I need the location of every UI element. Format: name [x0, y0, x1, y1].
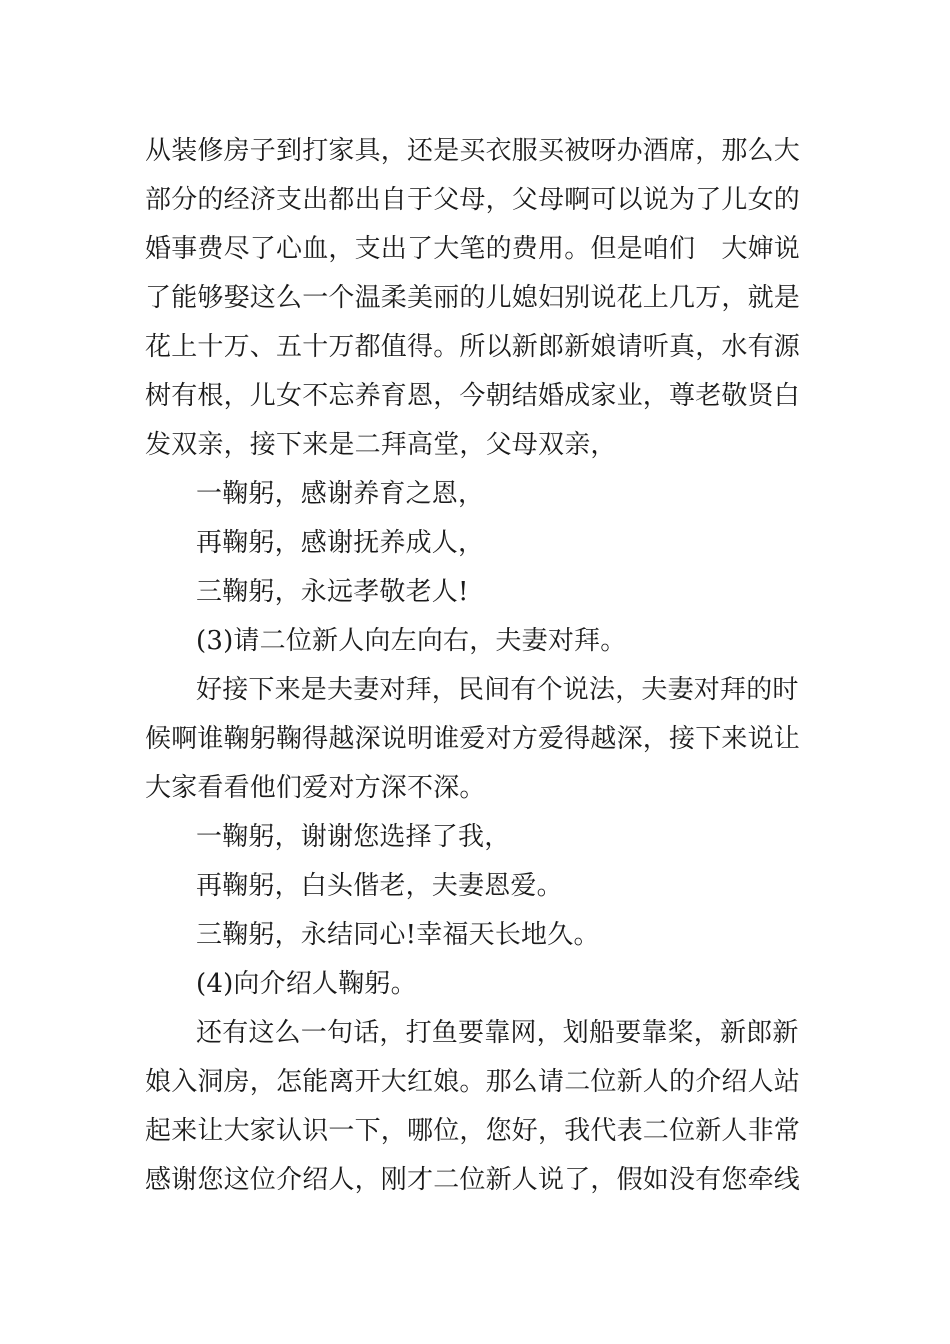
text-line: 三鞠躬，永远孝敬老人! — [196, 577, 469, 607]
body-text — [145, 127, 815, 1205]
text-line: 起来让大家认识一下，哪位，您好，我代表二位新人非常 — [145, 1116, 801, 1146]
text-line: 候啊谁鞠躬鞠得越深说明谁爱对方爱得越深，接下来说让 — [145, 724, 801, 754]
text-line: 部分的经济支出都出自于父母，父母啊可以说为了儿女的 — [145, 185, 801, 215]
text-line: 感谢您这位介绍人，刚才二位新人说了，假如没有您牵线 — [145, 1165, 801, 1195]
text-line: 再鞠躬，感谢抚养成人， — [196, 528, 485, 558]
text-line: 还有这么一句话，打鱼要靠网，划船要靠桨，新郎新 — [196, 1018, 799, 1048]
text-line: 了能够娶这么一个温柔美丽的儿媳妇别说花上几万，就是 — [145, 283, 801, 313]
text-line: 好接下来是夫妻对拜，民间有个说法，夫妻对拜的时 — [196, 675, 799, 705]
text-line: 一鞠躬，谢谢您选择了我， — [196, 822, 511, 852]
text-line: 树有根，儿女不忘养育恩，今朝结婚成家业，尊老敬贤白 — [145, 381, 801, 411]
text-line: 从装修房子到打家具，还是买衣服买被呀办酒席，那么大 — [145, 136, 801, 166]
text-line: 一鞠躬，感谢养育之恩， — [196, 479, 485, 509]
text-line: 三鞠躬，永结同心!幸福天长地久。 — [196, 920, 600, 950]
text-line: 大家看看他们爱对方深不深。 — [145, 773, 486, 803]
text-line: 发双亲，接下来是二拜高堂，父母双亲， — [145, 430, 617, 460]
text-line: (4)向介绍人鞠躬。 — [196, 969, 417, 999]
text-line: 娘入洞房，怎能离开大红娘。那么请二位新人的介绍人站 — [145, 1067, 801, 1097]
text-line: 再鞠躬，白头偕老，夫妻恩爱。 — [196, 871, 563, 901]
text-line: 婚事费尽了心血，支出了大笔的费用。但是咱们 大婶说 — [145, 234, 801, 264]
text-line: 花上十万、五十万都值得。所以新郎新娘请听真，水有源 — [145, 332, 801, 362]
text-line: (3)请二位新人向左向右，夫妻对拜。 — [196, 626, 627, 656]
